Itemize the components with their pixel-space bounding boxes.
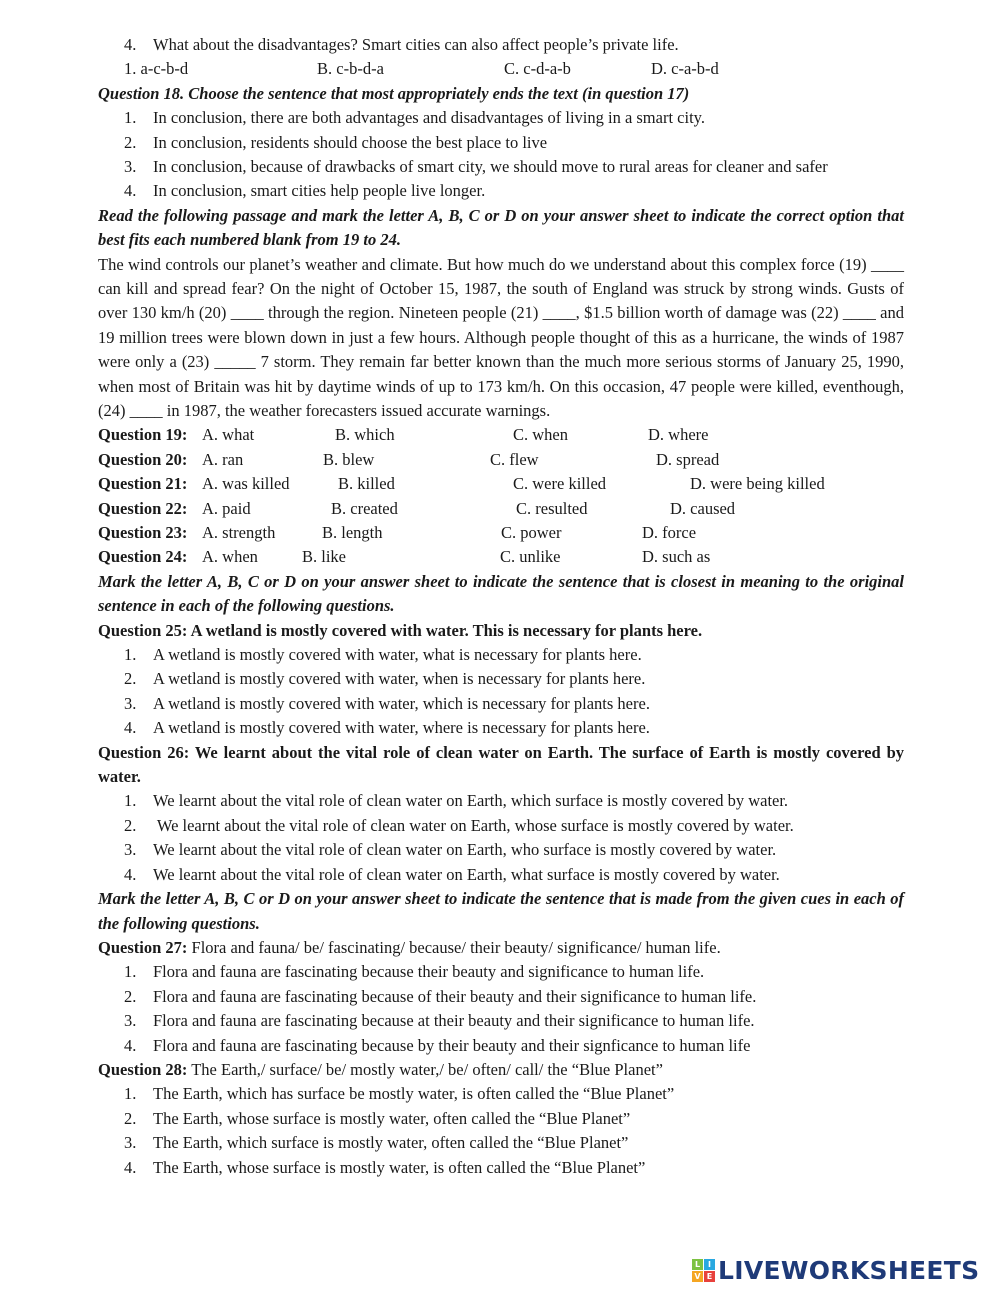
- q19-row: Question 19: A. what B. which C. when D. where: [98, 423, 904, 447]
- q18-option-4[interactable]: 4. In conclusion, smart cities help people live longer.: [124, 181, 486, 201]
- q23-option-d[interactable]: D. force: [642, 523, 697, 543]
- q27-heading: Question 27: Flora and fauna/ be/ fascinating/ because/ their beauty/ significance/ human life.: [98, 937, 721, 957]
- q23-option-c[interactable]: C. power: [501, 523, 562, 543]
- cues-instruction: Mark the letter A, B, C or D on your answer sheet to indicate the sentence that is made from the given cues in each of the following questions.: [98, 889, 904, 933]
- q17-option-c[interactable]: C. c-d-a-b: [504, 59, 571, 79]
- q23-option-b[interactable]: B. length: [322, 523, 383, 543]
- q27-option-2[interactable]: 2. Flora and fauna are fascinating because of their beauty and their significance to human life.: [124, 986, 757, 1006]
- q28-option-1[interactable]: 1. The Earth, which has surface be mostly water, is often called the “Blue Planet”: [124, 1084, 675, 1104]
- q18-heading: Question 18. Choose the sentence that most appropriately ends the text (in question 17): [98, 83, 690, 103]
- q26-option-2[interactable]: 2. We learnt about the vital role of clean water on Earth, whose surface is mostly covered by water.: [124, 815, 794, 835]
- meaning-instruction: Mark the letter A, B, C or D on your answer sheet to indicate the sentence that is closest in meaning to the original sentence in each of the following questions.: [98, 571, 904, 616]
- q24-option-b[interactable]: B. like: [302, 547, 346, 567]
- cloze-passage: The wind controls our planet’s weather and climate. But how much do we understand about this complex force (19) ____ can kill and spread fear? On the night of October 15, 1987, the south of England was struck by strong winds. Gusts of over 130 km/h (20) ____ through the region. Nineteen people (21) ____, $1.5 billion worth of damage was (22) ____ and 19 million trees were blown down in just a few hours. Although people thought of this as a hurricane, the winds of 1987 were only a (23) _____ 7 storm. They remain far better known than the much more serious storms of January 25, 1990, when most of Britain was hit by daytime winds of up to 173 km/h. On this occasion, 47 people were killed, eventhough, (24) ____ in 1987, the weather forecasters issued accurate warnings.: [98, 254, 904, 421]
- q28-option-2[interactable]: 2. The Earth, whose surface is mostly water, often called the “Blue Planet”: [124, 1108, 631, 1128]
- q19-option-d[interactable]: D. where: [648, 425, 709, 445]
- q21-option-a[interactable]: A. was killed: [202, 474, 290, 494]
- q25-option-1[interactable]: 1. A wetland is mostly covered with water, what is necessary for plants here.: [124, 645, 642, 665]
- q27-option-1[interactable]: 1. Flora and fauna are fascinating because their beauty and significance to human life.: [124, 962, 705, 982]
- q22-option-a[interactable]: A. paid: [202, 498, 251, 518]
- q28-option-4[interactable]: 4. The Earth, whose surface is mostly water, is often called the “Blue Planet”: [124, 1157, 646, 1177]
- q22-option-d[interactable]: D. caused: [670, 498, 736, 518]
- q20-option-c[interactable]: C. flew: [490, 449, 539, 469]
- q19-option-a[interactable]: A. what: [202, 425, 255, 445]
- q22-row: Question 22: A. paid B. created C. resulted D. caused: [98, 497, 904, 521]
- q18-option-3[interactable]: 3. In conclusion, because of drawbacks of smart city, we should move to rural areas for cleaner and safer: [124, 157, 828, 177]
- q18-option-1[interactable]: 1. In conclusion, there are both advantages and disadvantages of living in a smart city.: [124, 108, 705, 128]
- q27-option-4[interactable]: 4. Flora and fauna are fascinating because by their beauty and their signficance to human life: [124, 1035, 751, 1055]
- q24-option-a[interactable]: A. when: [202, 547, 258, 567]
- q21-option-c[interactable]: C. were killed: [513, 474, 607, 494]
- q23-option-a[interactable]: A. strength: [202, 523, 276, 543]
- q26-heading: Question 26: We learnt about the vital role of clean water on Earth. The surface of Earth is mostly covered by water.: [98, 742, 904, 787]
- q17-option-4: 4. What about the disadvantages? Smart cities can also affect people’s private life.: [124, 35, 679, 54]
- q20-row: Question 20: A. ran B. blew C. flew D. spread: [98, 448, 904, 472]
- q21-option-b[interactable]: B. killed: [338, 474, 395, 494]
- q17-answer-options: [98, 57, 904, 81]
- q26-option-3[interactable]: 3. We learnt about the vital role of clean water on Earth, who surface is mostly covered by water.: [124, 840, 777, 860]
- q24-row: Question 24: A. when B. like C. unlike D. such as: [98, 545, 904, 569]
- q20-option-d[interactable]: D. spread: [656, 449, 720, 469]
- q25-option-2[interactable]: 2. A wetland is mostly covered with water, when is necessary for plants here.: [124, 669, 646, 689]
- logo-blocks-icon: L I V E: [692, 1259, 715, 1282]
- worksheet-page: [98, 33, 904, 1180]
- q26-option-1[interactable]: 1. We learnt about the vital role of clean water on Earth, which surface is mostly covered by water.: [124, 791, 789, 811]
- q17-option-d[interactable]: D. c-a-b-d: [651, 59, 719, 79]
- liveworksheets-logo: [692, 1255, 979, 1285]
- q21-option-d[interactable]: D. were being killed: [690, 474, 825, 494]
- q27-option-3[interactable]: 3. Flora and fauna are fascinating because at their beauty and their significance to human life.: [124, 1011, 755, 1031]
- q19-option-c[interactable]: C. when: [513, 425, 568, 445]
- q22-option-b[interactable]: B. created: [331, 498, 398, 518]
- q24-option-d[interactable]: D. such as: [642, 547, 711, 567]
- q22-option-c[interactable]: C. resulted: [516, 498, 588, 518]
- q20-option-b[interactable]: B. blew: [323, 449, 375, 469]
- q18-option-2[interactable]: 2. In conclusion, residents should choose the best place to live: [124, 132, 548, 152]
- q17-option-b[interactable]: B. c-b-d-a: [317, 59, 384, 79]
- q28-option-3[interactable]: 3. The Earth, which surface is mostly water, often called the “Blue Planet”: [124, 1133, 629, 1153]
- q20-option-a[interactable]: A. ran: [202, 449, 244, 469]
- logo-text: LIVEWORKSHEETS: [718, 1255, 980, 1285]
- q25-option-3[interactable]: 3. A wetland is mostly covered with water, which is necessary for plants here.: [124, 693, 650, 713]
- q25-heading: Question 25: A wetland is mostly covered with water. This is necessary for plants here.: [98, 620, 703, 640]
- q19-option-b[interactable]: B. which: [335, 425, 395, 445]
- q24-option-c[interactable]: C. unlike: [500, 547, 561, 567]
- q28-heading: Question 28: The Earth,/ surface/ be/ mostly water,/ be/ often/ call/ the “Blue Planet”: [98, 1059, 663, 1079]
- q25-option-4[interactable]: 4. A wetland is mostly covered with water, where is necessary for plants here.: [124, 718, 650, 738]
- cloze-instruction: Read the following passage and mark the letter A, B, C or D on your answer sheet to indicate the correct option that best fits each numbered blank from 19 to 24.: [98, 205, 904, 250]
- q26-option-4[interactable]: 4. We learnt about the vital role of clean water on Earth, what surface is mostly covered by water.: [124, 864, 780, 884]
- q23-row: Question 23: A. strength B. length C. power D. force: [98, 521, 904, 545]
- q17-option-a[interactable]: 1. a-c-b-d: [124, 59, 189, 79]
- q21-row: Question 21: A. was killed B. killed C. were killed D. were being killed: [98, 472, 904, 496]
